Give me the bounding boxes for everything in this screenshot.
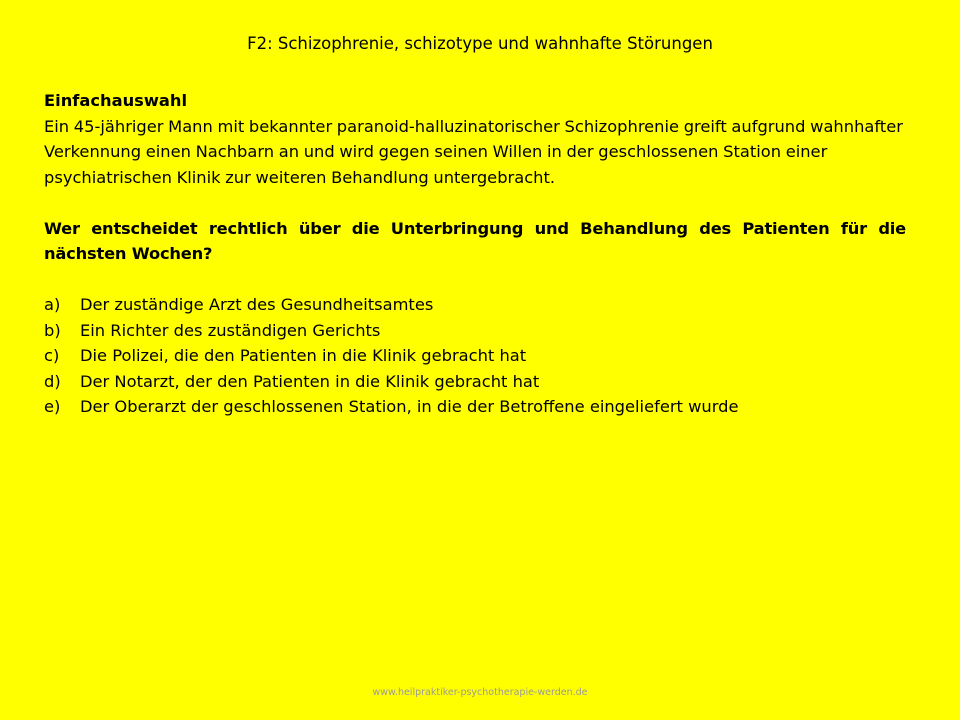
answer-letter: d) — [44, 371, 61, 391]
case-description: Ein 45-jähriger Mann mit bekannter paranoid-halluzinatorischer Schizophrenie greift aufgrund wahnhafter Verkennung einen Nachbarn an und wird gegen seinen Willen in der geschlossenen Station einer psychiatrischen Klinik zur weiteren Behandlung untergebracht. — [44, 116, 903, 187]
answer-list — [44, 292, 906, 420]
answer-option-d — [44, 369, 906, 395]
footer-url: www.heilpraktiker-psychotherapie-werden.de — [372, 687, 588, 698]
slide-title: F2: Schizophrenie, schizotype und wahnhafte Störungen — [247, 34, 713, 53]
question-text: Wer entscheidet rechtlich über die Unterbringung und Behandlung des Patienten für die nächsten Wochen? — [44, 218, 906, 263]
answer-letter: b) — [44, 320, 61, 340]
answer-option-e — [44, 394, 906, 420]
answer-option-c — [44, 343, 906, 369]
question-type-label: Einfachauswahl — [44, 91, 188, 110]
answer-option-a — [44, 292, 906, 318]
answer-option-b — [44, 318, 906, 344]
question-block — [44, 88, 906, 420]
answer-text: Ein Richter des zuständigen Gerichts — [80, 320, 381, 340]
answer-letter: c) — [44, 346, 60, 365]
answer-text: Die Polizei, die den Patienten in die Klinik gebracht hat — [80, 346, 527, 365]
answer-letter: a) — [44, 295, 61, 314]
answer-text: Der Notarzt, der den Patienten in die Klinik gebracht hat — [80, 371, 540, 391]
answer-text: Der Oberarzt der geschlossenen Station, in die der Betroffene eingeliefert wurde — [80, 397, 739, 416]
answer-letter: e) — [44, 397, 61, 416]
answer-text: Der zuständige Arzt des Gesundheitsamtes — [80, 295, 434, 314]
